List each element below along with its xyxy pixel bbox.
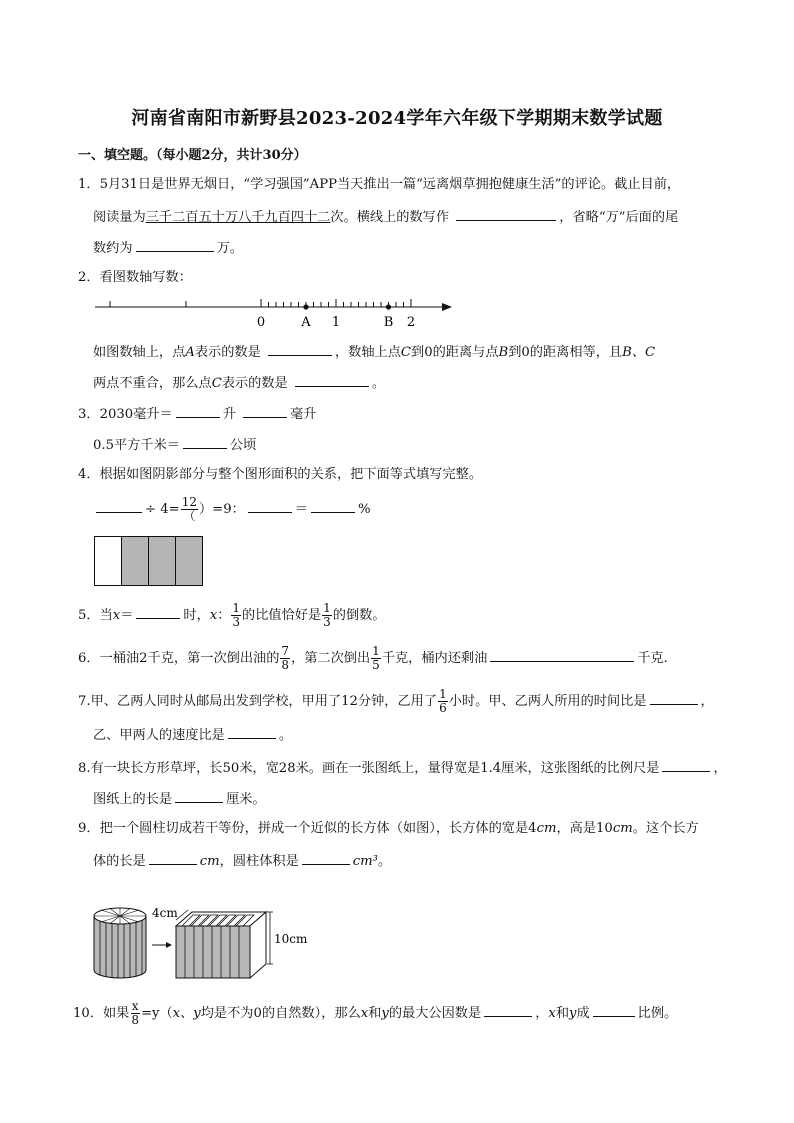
section-heading: 一、填空题。（每小题2分，共计30分） bbox=[78, 148, 307, 163]
unshaded-cell bbox=[95, 537, 122, 586]
q2-line1: 如图数轴上，点A表示的数是 ，数轴上点C到0的距离与点B到0的距离相等，且B、C bbox=[93, 341, 655, 363]
cylinder-to-cuboid-figure bbox=[90, 902, 320, 984]
q6-blank[interactable] bbox=[490, 647, 634, 662]
point-a-dot bbox=[303, 304, 308, 309]
q4-shaded-rectangle bbox=[94, 536, 208, 588]
q1-line2: 阅读量为三千二百五十万八千九百四十二次。横线上的数写作 ，省略“万”后面的尾 bbox=[93, 206, 678, 228]
q8-blank-scale[interactable] bbox=[662, 757, 710, 772]
q3-blank-ml[interactable] bbox=[243, 403, 287, 418]
q8-line1: 8.有一块长方形草坪，长50米，宽28米。画在一张图纸上，量得宽是1.4厘米，这张图纸的比例尺是 ， bbox=[78, 757, 727, 779]
q7-blank-speed-ratio[interactable] bbox=[228, 724, 276, 739]
q1-line1: 1．5月31日是世界无烟日，“学习强国”APP当天推出一篇“远离烟草拥抱健康生活”的评论。截止目前， bbox=[78, 177, 681, 192]
q10-blank-gcd[interactable] bbox=[484, 1002, 532, 1017]
q2-line2: 两点不重合，那么点C表示的数是 。 bbox=[93, 372, 385, 394]
q3-blank-hectare[interactable] bbox=[183, 434, 227, 449]
q7-line2: 乙、甲两人的速度比是 。 bbox=[93, 724, 292, 746]
q1-answer-blank-2[interactable] bbox=[136, 237, 214, 252]
q8-line2: 图纸上的长是 厘米。 bbox=[93, 788, 266, 810]
q9-line2: 体的长是 cm，圆柱体积是 cm³。 bbox=[93, 850, 391, 872]
arrow-right-icon bbox=[152, 942, 172, 948]
cylinder bbox=[94, 908, 146, 978]
arrow-icon bbox=[442, 303, 452, 311]
q10-line: 10．如果 $\frac{x}{8}$ =y（x、y均是不为0的自然数），那么x和y的最大公因数是 ，x和y成 比例。 bbox=[73, 999, 678, 1027]
q3-blank-litre[interactable] bbox=[176, 403, 220, 418]
width-label: 4cm bbox=[152, 906, 178, 920]
cuboid bbox=[176, 912, 266, 978]
q4-blank-dividend[interactable] bbox=[96, 498, 142, 513]
shaded-cell bbox=[122, 537, 149, 586]
q4-blank-ratio[interactable] bbox=[248, 498, 292, 513]
underlined-number-words: 三千二百五十万八千九百四十二 bbox=[145, 210, 331, 225]
tick-label-0: 0 bbox=[256, 315, 266, 330]
tick-label-1: 1 bbox=[331, 315, 341, 330]
tick-label-2: 2 bbox=[406, 315, 416, 330]
q4-blank-percent[interactable] bbox=[311, 498, 355, 513]
q3-line2: 0.5平方千米＝ 公顷 bbox=[93, 434, 256, 456]
q2-answer-blank-1[interactable] bbox=[268, 341, 332, 356]
tick-label-a: A bbox=[301, 315, 311, 330]
q4-equation: ÷ 4= $\frac{12}{(}$ ）=9： ＝ % bbox=[93, 496, 371, 523]
q10-blank-proportion[interactable] bbox=[593, 1002, 635, 1017]
shaded-cell bbox=[176, 537, 203, 586]
q4-heading: 4．根据如图阴影部分与整个图形面积的关系，把下面等式填写完整。 bbox=[78, 467, 483, 482]
q9-blank-length[interactable] bbox=[149, 850, 197, 865]
q9-blank-volume[interactable] bbox=[302, 850, 350, 865]
q7-line1: 7.甲、乙两人同时从邮局出发到学校，甲用了12分钟，乙用了 $\frac{1}{6}$ 小时。甲、乙两人所用的时间比是 ， bbox=[78, 687, 714, 715]
q5-blank[interactable] bbox=[136, 604, 180, 619]
q6-line: 6．一桶油2千克，第一次倒出油的 $\frac{7}{8}$ ，第二次倒出 $\frac{1}{5}$ 千克，桶内还剩油 千克. bbox=[78, 644, 668, 672]
page-title: 河南省南阳市新野县2023-2024学年六年级下学期期末数学试题 bbox=[131, 108, 663, 129]
q7-blank-time-ratio[interactable] bbox=[650, 690, 698, 705]
q3-line1: 3．2030毫升＝ 升 毫升 bbox=[78, 403, 316, 425]
q5-line: 5．当x＝ 时，x： $\frac{1}{3}$ 的比值恰好是 $\frac{1}{3}$ 的倒数。 bbox=[78, 601, 386, 629]
q4-fraction: $\frac{12}{(}$ bbox=[181, 495, 197, 523]
tick-label-b: B bbox=[383, 315, 394, 330]
q2-heading: 2．看图数轴写数： bbox=[78, 270, 192, 285]
point-b-dot bbox=[386, 304, 391, 309]
q9-line1: 9．把一个圆柱切成若干等份，拼成一个近似的长方体（如图），长方体的宽是4cm，高是10cm。这个长方 bbox=[78, 821, 699, 836]
q8-blank-length[interactable] bbox=[175, 788, 223, 803]
q1-answer-blank-1[interactable] bbox=[456, 206, 556, 221]
number-line bbox=[90, 292, 460, 332]
shaded-cell bbox=[149, 537, 176, 586]
height-label: 10cm bbox=[274, 932, 308, 946]
q1-line3: 数约为 万。 bbox=[93, 237, 243, 259]
q2-answer-blank-2[interactable] bbox=[295, 372, 369, 387]
